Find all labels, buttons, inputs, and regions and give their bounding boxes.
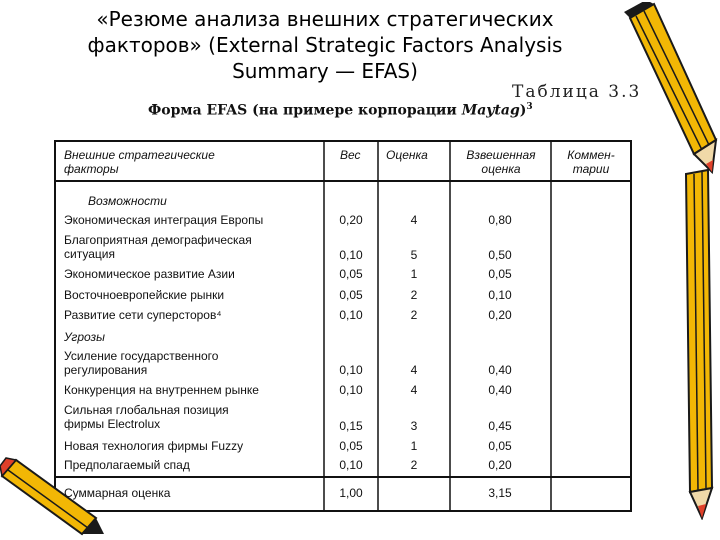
row-factor: Восточноевропейские рынки	[64, 288, 225, 302]
row-factor: Экономическая интеграция Европы	[64, 213, 264, 227]
row-factor-line2: фирмы Electrolux	[64, 417, 161, 431]
header-weighted-line1: Взвешенная	[466, 148, 536, 162]
row-rating: 3	[410, 419, 418, 433]
row-weight: 0,05	[339, 439, 363, 453]
row-weighted: 0,40	[488, 383, 512, 397]
row-weighted: 0,45	[488, 419, 512, 433]
row-weighted: 0,05	[488, 439, 512, 453]
total-weighted: 3,15	[488, 486, 512, 500]
row-factor-line1: Благоприятная демографическая	[64, 233, 252, 247]
total-weight: 1,00	[339, 486, 363, 500]
form-title-suffix: )	[519, 102, 527, 119]
row-factor-line2: регулирования	[64, 363, 148, 377]
row-factor: Конкуренция на внутреннем рынке	[64, 383, 259, 397]
row-factor-line1: Усиление государственного	[64, 349, 219, 363]
pencil-icon	[0, 456, 110, 536]
form-title-footnote: 3	[526, 102, 533, 112]
row-weighted: 0,20	[488, 458, 512, 472]
section-opportunities: Возможности	[88, 194, 167, 208]
row-rating: 1	[410, 267, 418, 281]
row-weight: 0,15	[339, 419, 363, 433]
form-title-prefix: Форма EFAS (на примере корпорации	[148, 102, 462, 119]
row-factor	[64, 403, 229, 431]
row-rating: 4	[410, 363, 418, 377]
row-factor: Развитие сети суперсторов⁴	[64, 308, 222, 322]
row-weight: 0,05	[339, 267, 363, 281]
row-weighted: 0,40	[488, 363, 512, 377]
slide-title: «Резюме анализа внешних стратегических факторов» (External Strategic Factors Analysis Summary — EFAS)	[87, 7, 563, 83]
row-rating: 2	[410, 458, 418, 472]
total-label: Суммарная оценка	[64, 486, 171, 500]
row-factor	[64, 349, 218, 377]
header-comment-line1: Коммен-	[567, 148, 615, 162]
row-rating: 2	[410, 288, 418, 302]
row-weight: 0,10	[339, 363, 363, 377]
row-weighted: 0,05	[488, 267, 512, 281]
header-comment-line2: тарии	[572, 162, 610, 176]
row-weighted: 0,10	[488, 288, 512, 302]
row-weighted: 0,80	[488, 213, 512, 227]
row-weight: 0,10	[339, 308, 363, 322]
section-threats: Угрозы	[64, 330, 105, 344]
efas-table	[54, 140, 632, 512]
pencil-icon	[616, 2, 720, 178]
header-weighted	[457, 148, 545, 176]
form-title-company: Maytag	[461, 102, 520, 119]
table-caption: Таблица 3.3	[512, 82, 642, 102]
header-weighted-line2: оценка	[481, 162, 521, 176]
header-weight: Вес	[340, 148, 361, 162]
pencil-icon	[678, 168, 718, 520]
row-factor-line1: Сильная глобальная позиция	[64, 403, 229, 417]
row-rating: 1	[410, 439, 418, 453]
row-weight: 0,10	[339, 458, 363, 472]
header-factor-line1: Внешние стратегические	[64, 148, 215, 162]
row-rating: 4	[410, 383, 418, 397]
header-comment	[557, 148, 625, 176]
row-factor	[64, 233, 252, 261]
form-title	[148, 102, 533, 119]
header-rating: Оценка	[386, 148, 428, 162]
row-rating: 2	[410, 308, 418, 322]
row-weighted: 0,20	[488, 308, 512, 322]
row-rating: 5	[410, 248, 418, 262]
row-weight: 0,10	[339, 248, 363, 262]
row-factor: Экономическое развитие Азии	[64, 267, 235, 281]
row-weight: 0,05	[339, 288, 363, 302]
row-weight: 0,10	[339, 383, 363, 397]
row-factor-line2: ситуация	[64, 247, 115, 261]
row-weighted: 0,50	[488, 248, 512, 262]
header-factor-line2: факторы	[64, 162, 119, 176]
row-weight: 0,20	[339, 213, 363, 227]
row-factor: Новая технология фирмы Fuzzy	[64, 439, 244, 453]
row-factor: Предполагаемый спад	[64, 458, 190, 472]
header-factor	[64, 148, 215, 176]
row-rating: 4	[410, 213, 418, 227]
